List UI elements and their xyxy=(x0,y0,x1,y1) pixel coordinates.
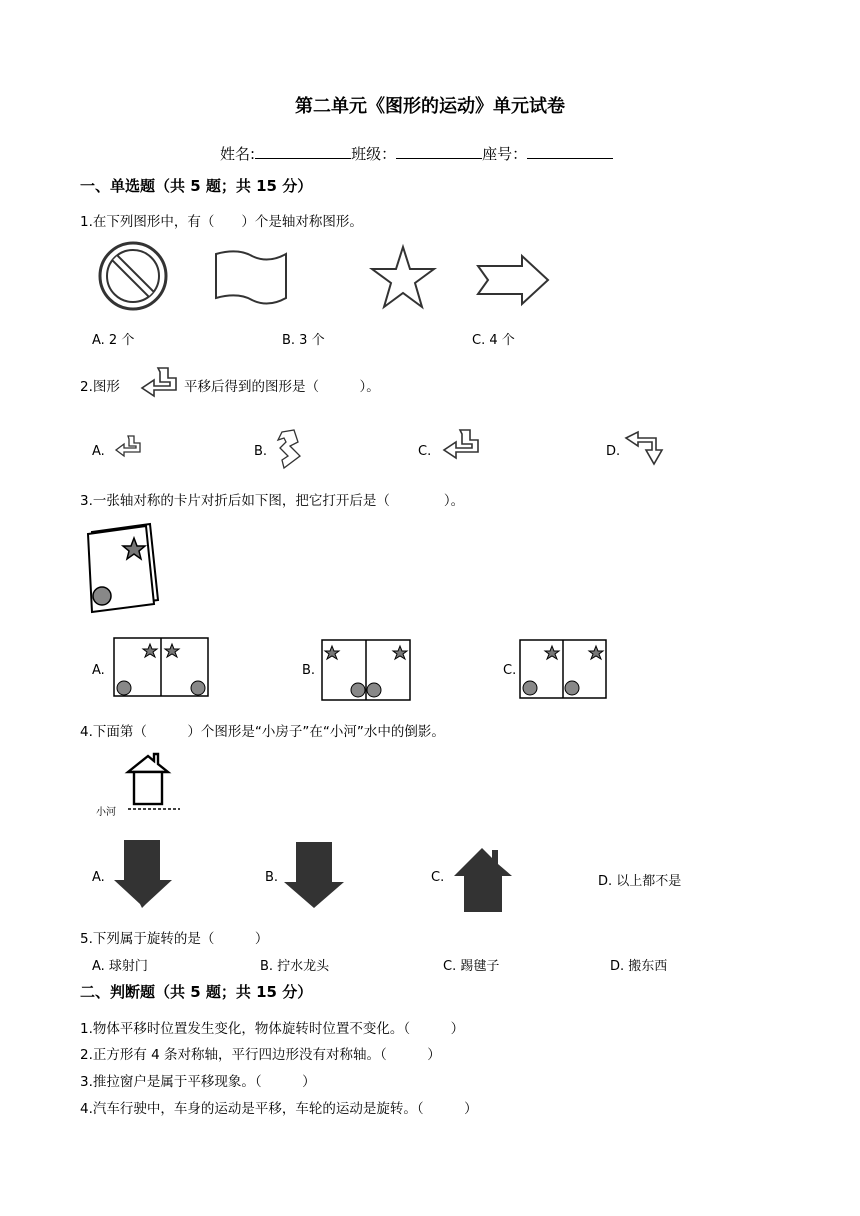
q2-option-d[interactable]: D. xyxy=(606,444,621,459)
q3-option-b[interactable]: B. xyxy=(302,663,316,678)
student-info xyxy=(220,142,613,164)
page-title: 第二单元《图形的运动》单元试卷 xyxy=(295,96,565,117)
q4-option-a[interactable]: A. xyxy=(92,870,105,885)
q2-option-a[interactable]: A. xyxy=(92,444,105,459)
small-house-figure xyxy=(126,752,170,808)
seat-blank[interactable] xyxy=(527,142,613,159)
seat-label: 座号： xyxy=(482,145,528,163)
q3-a-card-icon xyxy=(112,636,212,700)
q5-option-c[interactable]: C. 踢毽子 xyxy=(443,959,500,974)
q5-option-a[interactable]: A. 球射门 xyxy=(92,959,148,974)
name-label: 姓名: xyxy=(220,145,256,163)
river-line xyxy=(126,804,182,814)
q2-bent-arrow-figure xyxy=(138,366,184,406)
q2-suffix: 平移后得到的图形是（ ）。 xyxy=(184,379,380,395)
q4-option-b[interactable]: B. xyxy=(265,870,279,885)
q4-option-c[interactable]: C. xyxy=(431,870,445,885)
q3-c-card-icon xyxy=(518,638,610,702)
q2-a-shape-icon xyxy=(112,434,144,464)
section2-heading: 二、判断题（共 5 题；共 15 分） xyxy=(80,983,313,1001)
q4-a-house-icon xyxy=(110,838,176,910)
no-sign-figure xyxy=(95,240,175,312)
q5-option-d[interactable]: D. 搬东西 xyxy=(610,959,668,974)
river-label: 小河 xyxy=(96,807,116,818)
folded-card-figure xyxy=(84,522,164,612)
q5-text: 5.下列属于旋转的是（ ） xyxy=(80,931,269,947)
q2-d-shape-icon xyxy=(622,430,670,470)
section1-heading: 一、单选题（共 5 题；共 15 分） xyxy=(80,177,313,195)
q2-option-b[interactable]: B. xyxy=(254,444,268,459)
name-blank[interactable] xyxy=(255,142,351,159)
q2-c-shape-icon xyxy=(438,428,486,468)
q1-option-a[interactable]: A. 2 个 xyxy=(92,333,135,348)
q4-text: 4.下面第（ ）个图形是“小房子”在“小河”水中的倒影。 xyxy=(80,724,445,740)
q2-prefix: 2.图形 xyxy=(80,379,120,395)
q4-option-d[interactable]: D. 以上都不是 xyxy=(598,874,682,889)
q3-option-a[interactable]: A. xyxy=(92,663,105,678)
star-figure xyxy=(370,245,440,311)
judge-item: 4.汽车行驶中，车身的运动是平移，车轮的运动是旋转。（ ） xyxy=(80,1101,478,1117)
q3-option-c[interactable]: C. xyxy=(503,663,517,678)
class-blank[interactable] xyxy=(396,142,482,159)
q3-text: 3.一张轴对称的卡片对折后如下图，把它打开后是（ ）。 xyxy=(80,493,465,509)
judge-item: 2.正方形有 4 条对称轴，平行四边形没有对称轴。（ ） xyxy=(80,1047,441,1063)
q5-option-b[interactable]: B. 拧水龙头 xyxy=(260,959,330,974)
q2-option-c[interactable]: C. xyxy=(418,444,432,459)
q1-option-c[interactable]: C. 4 个 xyxy=(472,333,515,348)
q4-b-house-icon xyxy=(282,840,348,912)
q1-text: 1.在下列图形中，有（ ）个是轴对称图形。 xyxy=(80,214,363,230)
judge-item: 3.推拉窗户是属于平移现象。（ ） xyxy=(80,1074,316,1090)
arrow-figure xyxy=(476,254,552,306)
q1-option-b[interactable]: B. 3 个 xyxy=(282,333,325,348)
q4-c-house-icon xyxy=(452,846,516,914)
q3-b-card-icon xyxy=(320,638,414,702)
class-label: 班级： xyxy=(351,145,397,163)
banner-figure xyxy=(212,248,292,308)
judge-item: 1.物体平移时位置发生变化，物体旋转时位置不变化。（ ） xyxy=(80,1021,465,1037)
q2-b-shape-icon xyxy=(268,428,308,472)
